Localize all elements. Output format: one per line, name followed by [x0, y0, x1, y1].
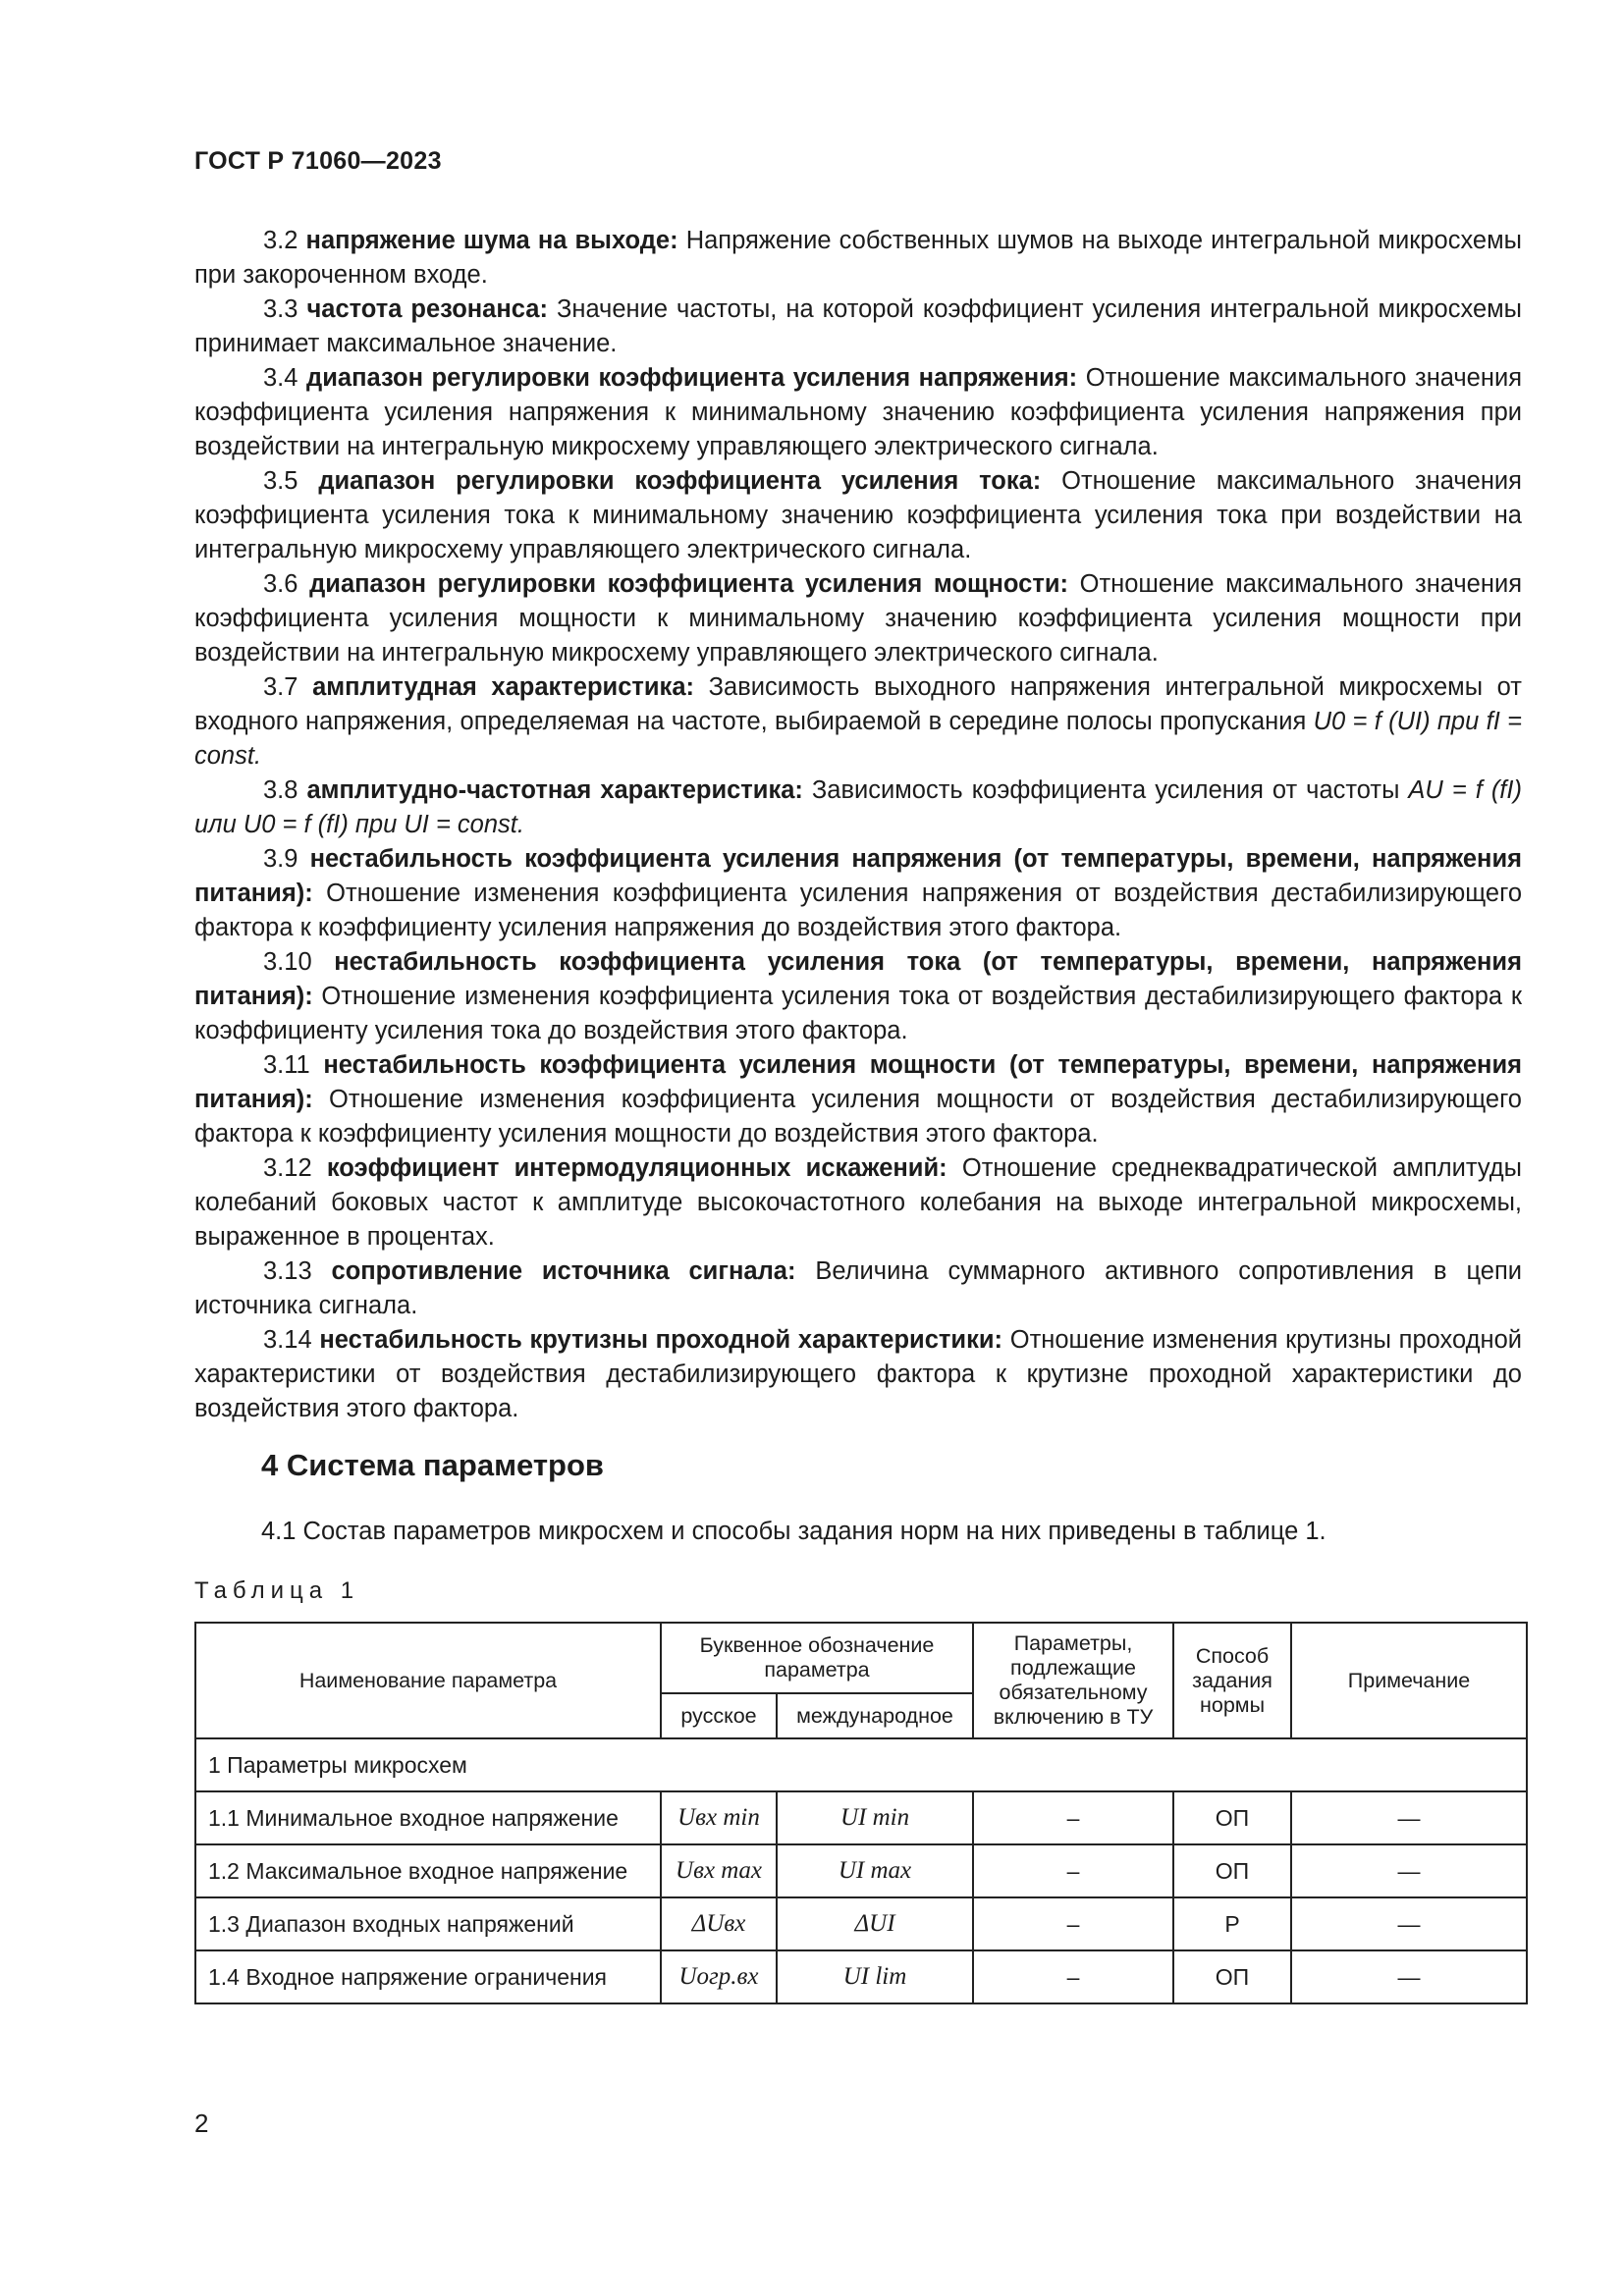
- term-3-3: 3.3 частота резонанса: Значение частоты, на которой коэффициент усиления интегральной микросхемы принимает максимальное значение.: [194, 295, 1522, 357]
- symbol-russian: Uвх min: [661, 1791, 777, 1844]
- term-3-12: 3.12 коэффициент интермодуляционных искажений: Отношение среднеквадратической амплитуды колебаний боковых частот к амплитуде высокочастотного колебания на выходе интегральной микросхемы, выраженное в процентах.: [194, 1154, 1522, 1251]
- note-cell: —: [1291, 1791, 1527, 1844]
- term-3-9: 3.9 нестабильность коэффициента усиления напряжения (от температуры, времени, напряжения питания): Отношение изменения коэффициента усиления напряжения от воздействия дестабилизирующего фактора к коэффициенту усиления напряжения до воздействия этого фактора.: [194, 845, 1522, 941]
- term-3-10: 3.10 нестабильность коэффициента усиления тока (от температуры, времени, напряжения питания): Отношение изменения коэффициента усиления тока от воздействия дестабилизирующего фактора к коэффициенту усиления тока до воздействия этого фактора.: [194, 948, 1522, 1044]
- symbol-international: UI max: [777, 1844, 973, 1897]
- section-title: 4 Система параметров: [261, 1448, 604, 1482]
- symbol-russian: Uогр.вх: [661, 1950, 777, 2003]
- parameters-table: [194, 1622, 1528, 2004]
- table-row: [195, 1897, 1527, 1950]
- symbol-international: UI lim: [777, 1950, 973, 2003]
- page-number: 2: [194, 2109, 209, 2138]
- section-intro: 4.1 Состав параметров микросхем и способы задания норм на них приведены в таблице 1.: [261, 1518, 1326, 1545]
- param-name: 1.2 Максимальное входное напряжение: [195, 1844, 661, 1897]
- document-code: ГОСТ Р 71060—2023: [194, 147, 442, 175]
- header-international: международное: [777, 1693, 973, 1738]
- header-note: Примечание: [1291, 1623, 1527, 1738]
- note-cell: —: [1291, 1897, 1527, 1950]
- method-cell: Р: [1173, 1897, 1291, 1950]
- terms-list: [194, 224, 1522, 1426]
- term-3-14: 3.14 нестабильность крутизны проходной характеристики: Отношение изменения крутизны проходной характеристики от воздействия дестабилизирующего фактора к крутизне проходной характеристики до воздействия этого фактора.: [194, 1326, 1523, 1422]
- symbol-international: UI min: [777, 1791, 973, 1844]
- symbol-russian: ΔUвх: [661, 1897, 777, 1950]
- term-3-13: 3.13 сопротивление источника сигнала: Величина суммарного активного сопротивления в цепи источника сигнала.: [194, 1257, 1523, 1319]
- table-group-row: 1 Параметры микросхем: [195, 1738, 1527, 1791]
- param-name: 1.1 Минимальное входное напряжение: [195, 1791, 661, 1844]
- mandatory-cell: –: [973, 1950, 1173, 2003]
- table-row: [195, 1844, 1527, 1897]
- table-row: [195, 1791, 1527, 1844]
- term-3-2: 3.2 напряжение шума на выходе: Напряжение собственных шумов на выходе интегральной микросхемы при закороченном входе.: [194, 227, 1522, 289]
- header-name: Наименование параметра: [195, 1623, 661, 1738]
- header-russian: русское: [661, 1693, 777, 1738]
- term-3-8: 3.8 амплитудно-частотная характеристика: Зависимость коэффициента усиления от частоты AU = f (fI) или U0 = f (fI) при UI = const.: [194, 776, 1522, 838]
- param-name: 1.4 Входное напряжение ограничения: [195, 1950, 661, 2003]
- header-designation: Буквенное обозначение параметра: [661, 1623, 973, 1693]
- mandatory-cell: –: [973, 1844, 1173, 1897]
- term-3-5: 3.5 диапазон регулировки коэффициента усиления тока: Отношение максимального значения коэффициента усиления тока к минимальному значению коэффициента усиления тока при воздействии на интегральную микросхему управляющего электрического сигнала.: [194, 467, 1522, 563]
- param-name: 1.3 Диапазон входных напряжений: [195, 1897, 661, 1950]
- method-cell: ОП: [1173, 1950, 1291, 2003]
- formula-3-7: U0 = f (UI) при fI = const.: [194, 708, 1522, 770]
- method-cell: ОП: [1173, 1844, 1291, 1897]
- note-cell: —: [1291, 1950, 1527, 2003]
- formula-3-8: AU = f (fI) или U0 = f (fI) при UI = const.: [194, 776, 1522, 838]
- header-mandatory: Параметры, подлежащие обязательному включению в ТУ: [973, 1623, 1173, 1738]
- term-3-4: 3.4 диапазон регулировки коэффициента усиления напряжения: Отношение максимального значения коэффициента усиления напряжения к минимальному значению коэффициента усиления напряжения при воздействии на интегральную микросхему управляющего электрического сигнала.: [194, 364, 1522, 460]
- header-method: Способ задания нормы: [1173, 1623, 1291, 1738]
- symbol-russian: Uвх max: [661, 1844, 777, 1897]
- table-caption: Таблица 1: [194, 1577, 360, 1604]
- term-3-11: 3.11 нестабильность коэффициента усиления мощности (от температуры, времени, напряжения питания): Отношение изменения коэффициента усиления мощности от воздействия дестабилизирующего фактора к коэффициенту усиления мощности до воздействия этого фактора.: [194, 1051, 1522, 1148]
- mandatory-cell: –: [973, 1897, 1173, 1950]
- symbol-international: ΔUI: [777, 1897, 973, 1950]
- note-cell: —: [1291, 1844, 1527, 1897]
- table-row: [195, 1950, 1527, 2003]
- mandatory-cell: –: [973, 1791, 1173, 1844]
- term-3-7: 3.7 амплитудная характеристика: Зависимость выходного напряжения интегральной микросхемы от входного напряжения, определяемая на частоте, выбираемой в середине полосы пропускания U0 = f (UI) при fI = const.: [194, 673, 1522, 770]
- term-3-6: 3.6 диапазон регулировки коэффициента усиления мощности: Отношение максимального значения коэффициента усиления мощности к минимальному значению коэффициента усиления мощности при воздействии на интегральную микросхему управляющего электрического сигнала.: [194, 570, 1523, 667]
- method-cell: ОП: [1173, 1791, 1291, 1844]
